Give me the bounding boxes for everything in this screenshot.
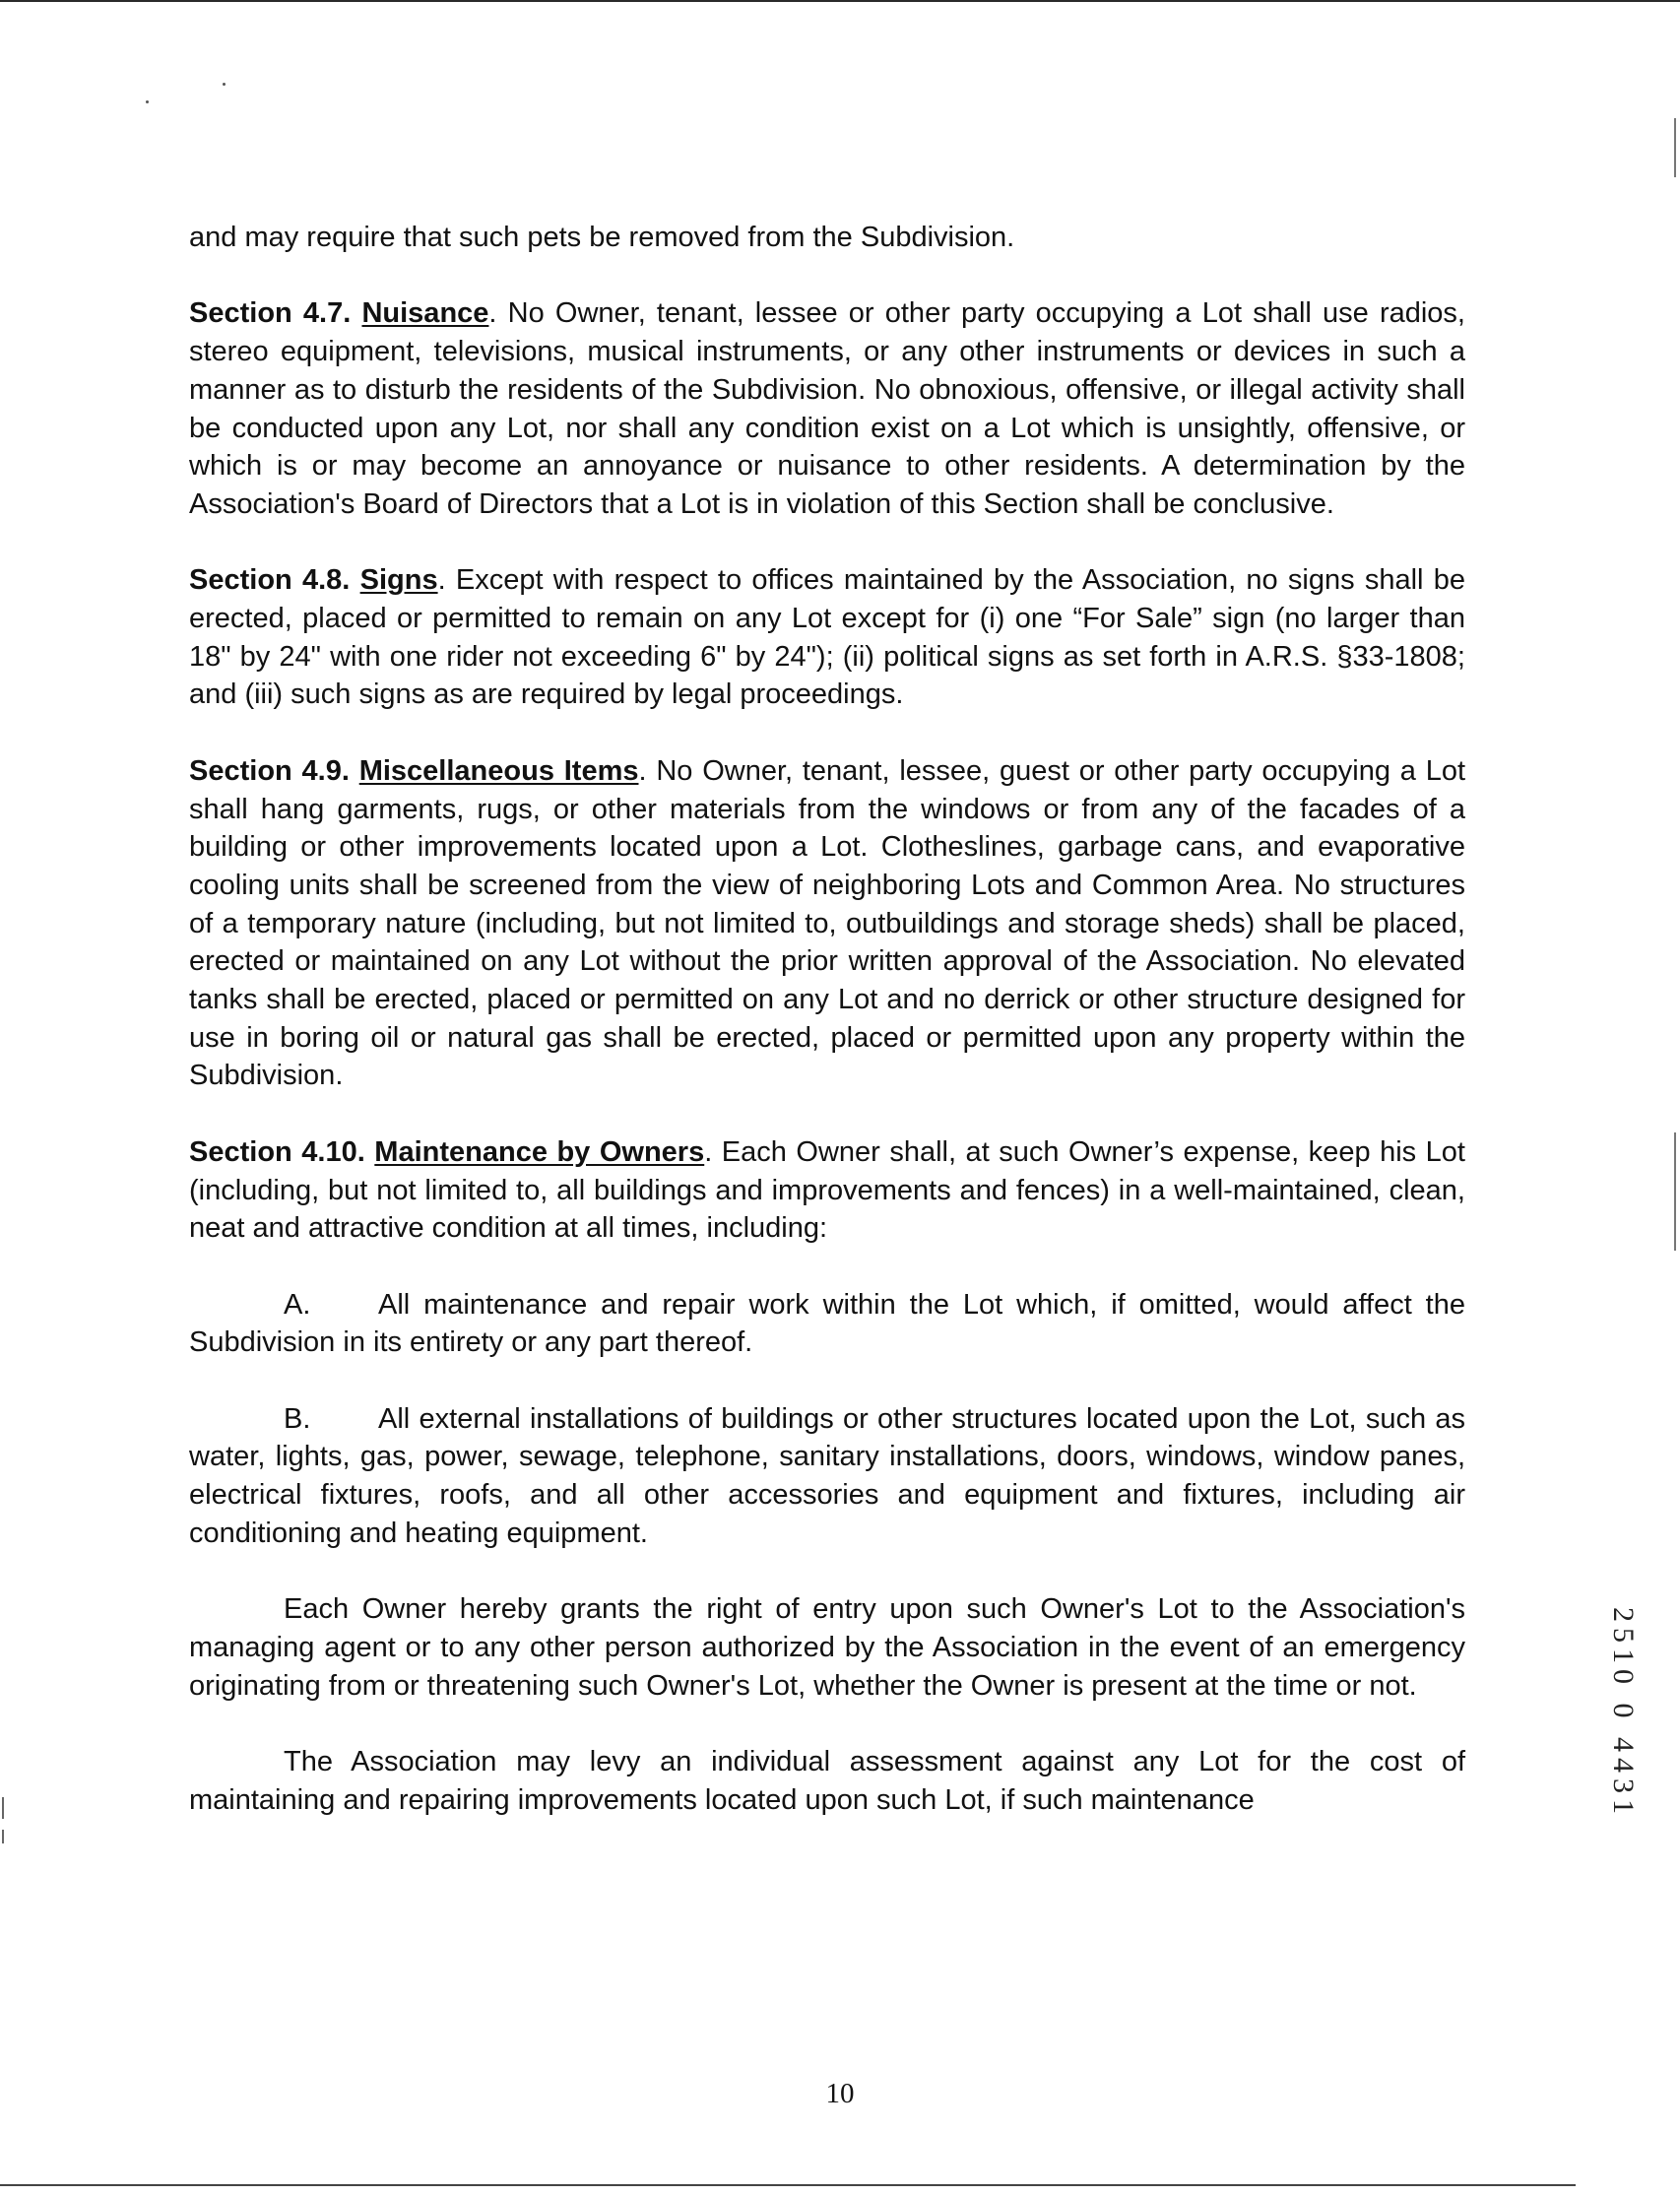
section-4-8 — [189, 561, 1465, 714]
section-title: Miscellaneous Items — [358, 754, 639, 787]
item-text: All external installations of buildings or other structures located upon the Lot, such as water, lights, gas, power, sewage, telephone, sanitary installations, doors, windows, window panes, electrical fixtures, roofs, and all other accessories and equipment and fixtures, including air conditioning and heating equipment. — [189, 1402, 1465, 1549]
item-b — [189, 1400, 1465, 1553]
section-number: Section 4.8. — [189, 564, 351, 597]
section-title: Nuisance — [361, 297, 489, 330]
item-a — [189, 1286, 1465, 1362]
section-4-7 — [189, 294, 1465, 523]
item-text: All maintenance and repair work within the Lot which, if omitted, would affect the Subdivision in its entirety or any part thereof. — [189, 1288, 1465, 1359]
section-body: . Each Owner shall, at such Owner’s expense, keep his Lot (including, but not limited to, all buildings and improvements and fences) in a well-maintained, clean, neat and attractive condition at all times, including: — [189, 1135, 1465, 1245]
item-letter: B. — [284, 1402, 311, 1435]
intro-line: and may require that such pets be removed from the Subdivision. — [189, 222, 1015, 253]
scan-edge-mark — [1674, 118, 1676, 177]
section-body: . Except with respect to offices maintained by the Association, no signs shall be erected, placed or permitted to remain on any Lot except for (i) one “For Sale” sign (no larger than 18" by 24" with one rider not exceeding 6" by 24"); (ii) political signs as set forth in A.R.S. §33-1808; and (iii) such signs as are required by legal proceedings. — [189, 564, 1466, 711]
scan-edge-mark — [2, 1830, 4, 1843]
section-4-10 — [189, 1133, 1465, 1248]
scan-speck — [223, 83, 226, 86]
section-4-9 — [189, 752, 1465, 1095]
document-body — [189, 219, 1465, 1857]
section-number: Section 4.10. — [189, 1135, 365, 1168]
scan-edge-mark — [2, 1797, 4, 1819]
scan-bottom-edge — [0, 2184, 1576, 2186]
section-body: . No Owner, tenant, lessee or other party occupying a Lot shall use radios, stereo equipment, televisions, musical instruments, or any other instruments or devices in such a manner as to disturb the residents of the Subdivision. No obnoxious, offensive, or illegal activity shall be conducted upon any Lot, nor shall any condition exist on a Lot which is unsightly, offensive, or which is or may become an annoyance or nuisance to other residents. A determination by the Association's Board of Directors that a Lot is in violation of this Section shall be conclusive. — [189, 297, 1465, 520]
recording-stamp-text: 2510 0 4431 — [1607, 1607, 1640, 1820]
scan-edge-mark — [1674, 1132, 1676, 1251]
section-body: . No Owner, tenant, lessee, guest or other party occupying a Lot shall hang garments, rugs, or other materials from the windows or from any of the facades of a building or other improvements located upon a Lot. Clotheslines, garbage cans, and evaporative cooling units shall be screened from the view of neighboring Lots and Common Area. No structures of a temporary nature (including, but not limited to, outbuildings and storage sheds) shall be placed, erected or maintained on any Lot without the prior written approval of the Association. No elevated tanks shall be erected, placed or permitted on any Lot and no derrick or other structure designed for use in boring oil or natural gas shall be erected, placed or permitted upon any property within the Subdivision. — [189, 754, 1466, 1092]
item-letter: A. — [284, 1288, 311, 1321]
entry-paragraph: Each Owner hereby grants the right of entry upon such Owner's Lot to the Association's managing agent or to any other person authorized by the Association in the event of an emergency originating from or threatening such Owner's Lot, whether the Owner is present at the time or not. — [189, 1593, 1465, 1702]
section-title: Maintenance by Owners — [374, 1135, 705, 1168]
section-number: Section 4.9. — [189, 754, 350, 787]
scan-speck — [146, 100, 149, 103]
assessment-paragraph: The Association may levy an individual assessment against any Lot for the cost of maintaining and repairing improvements located upon such Lot, if such maintenance — [189, 1746, 1465, 1816]
section-title: Signs — [359, 564, 438, 597]
section-number: Section 4.7. — [189, 297, 352, 330]
recording-stamp — [1603, 1581, 1643, 1846]
page-number: 10 — [825, 2078, 855, 2109]
scan-top-edge — [0, 0, 1680, 2]
